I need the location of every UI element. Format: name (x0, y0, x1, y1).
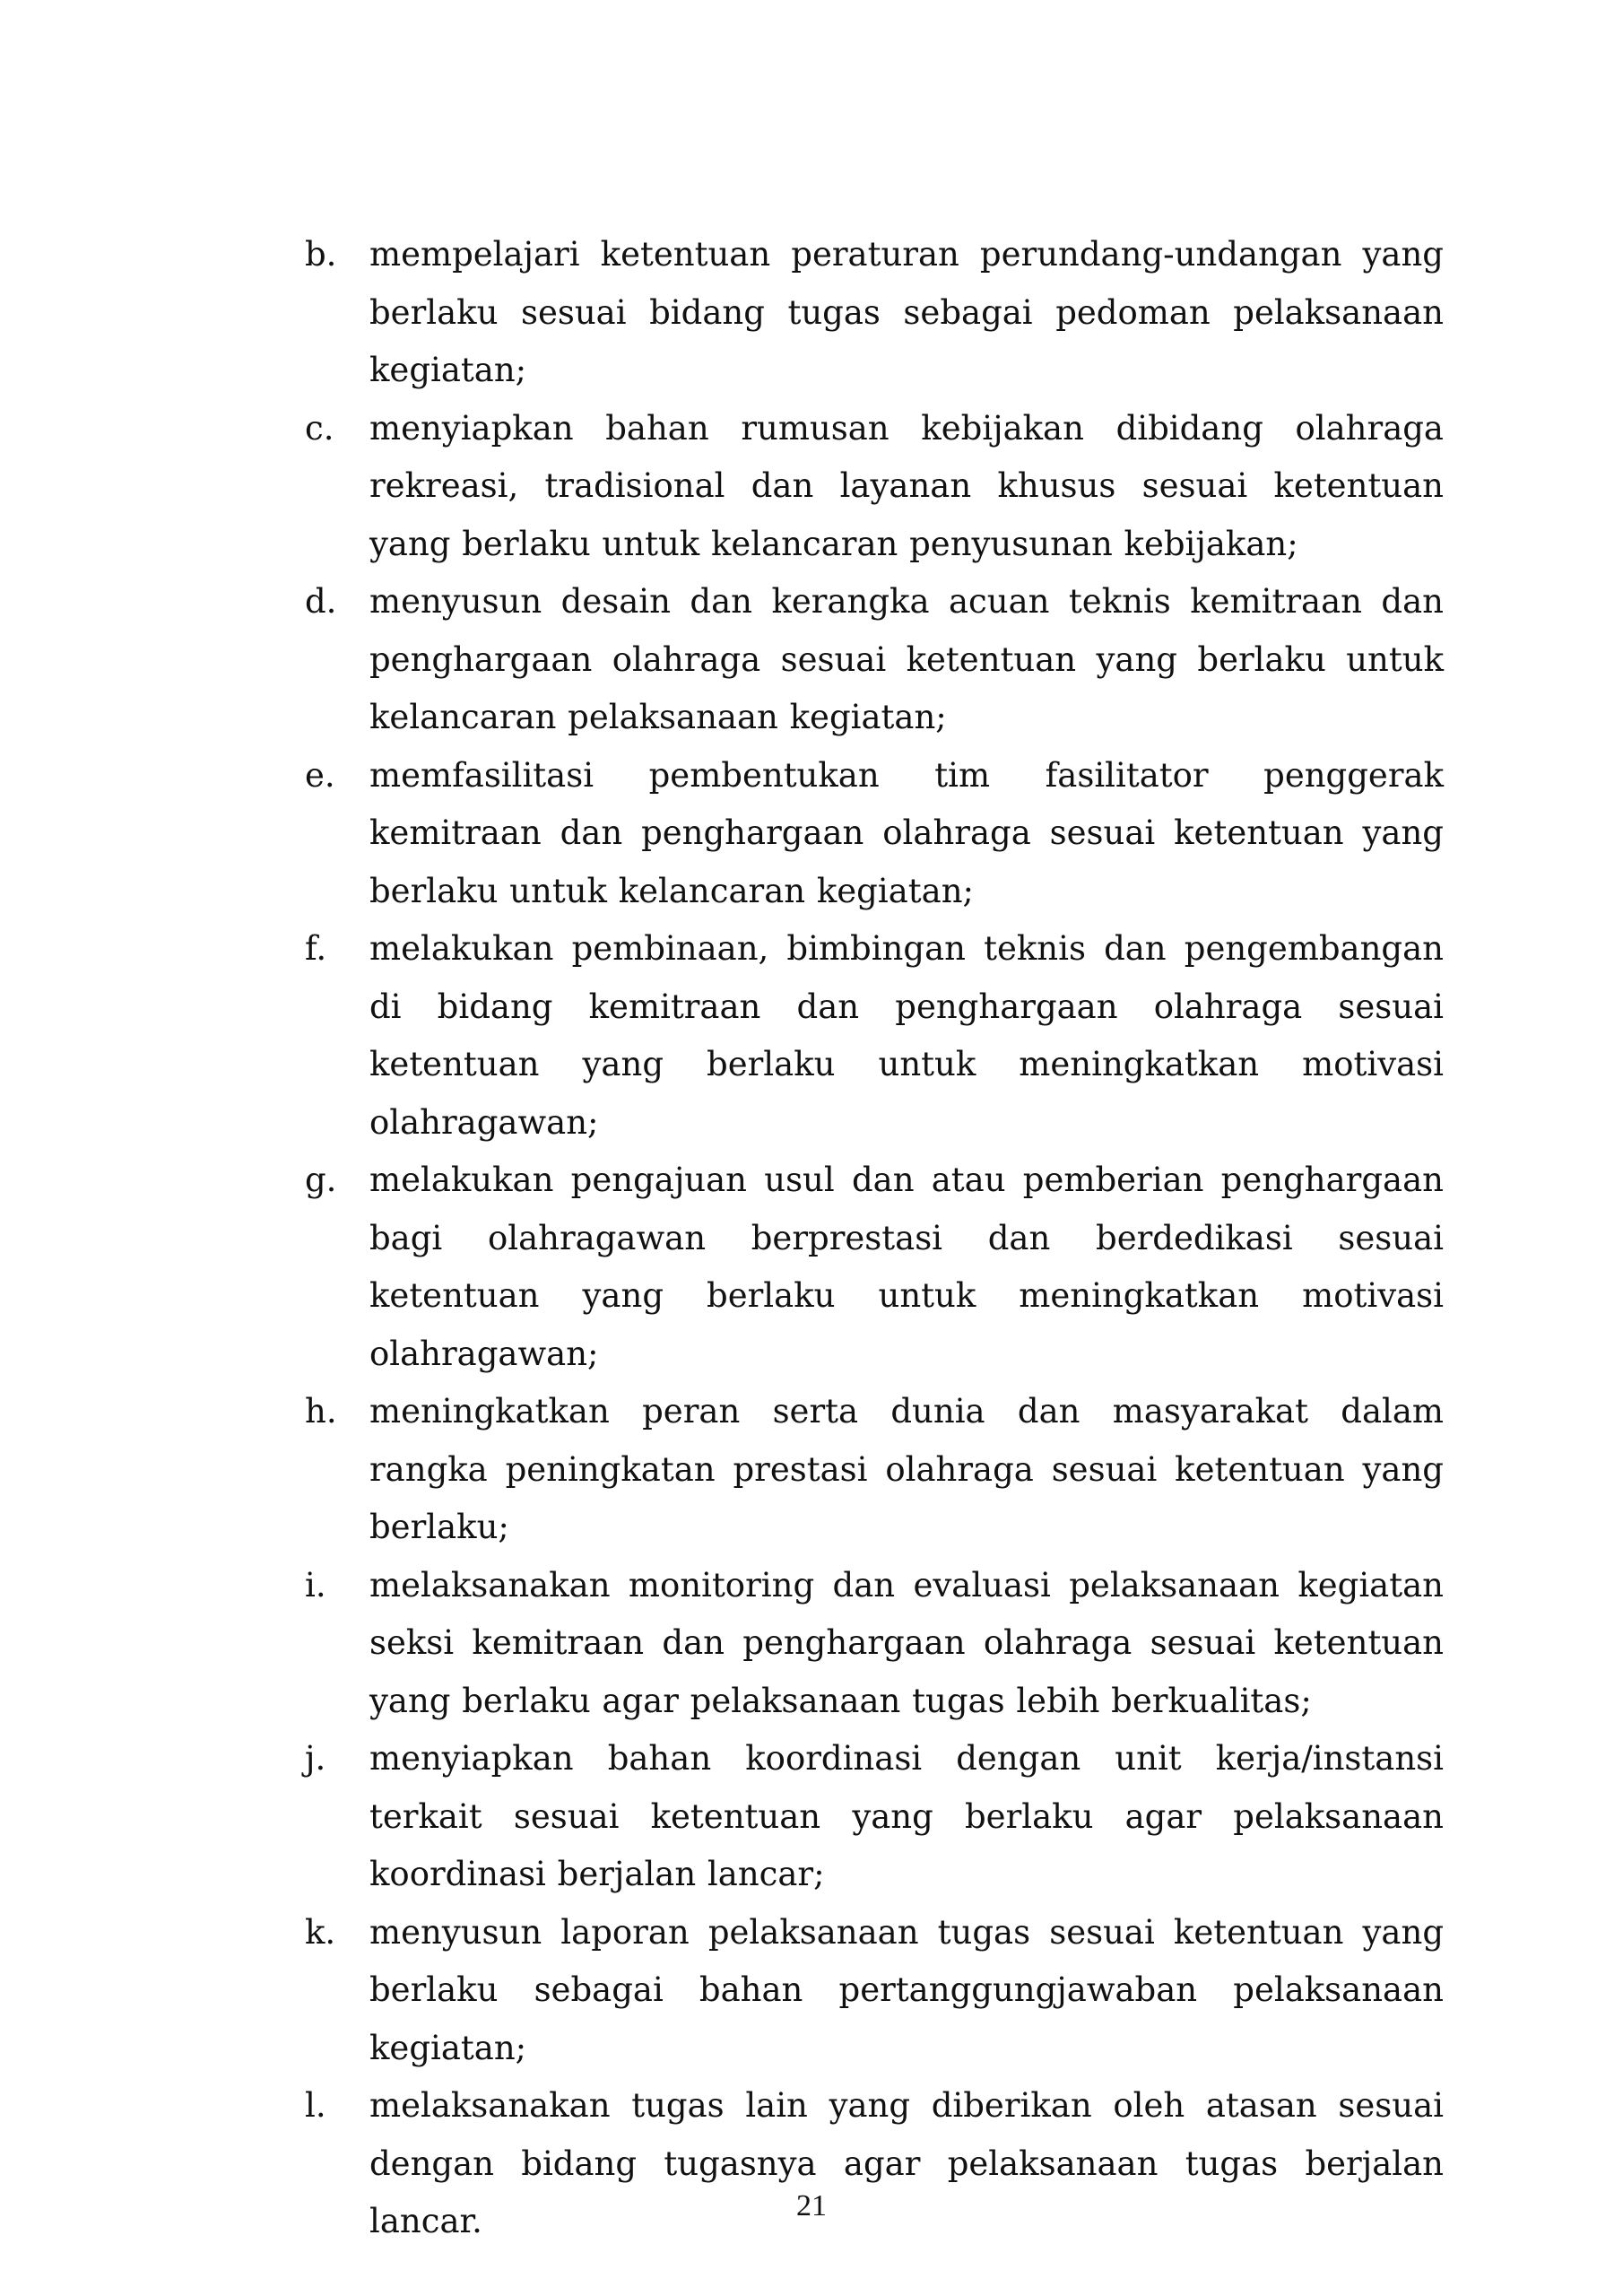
list-item (305, 226, 1444, 400)
list-item (305, 1904, 1444, 2078)
list-marker: b. (305, 235, 337, 274)
list-marker: g. (305, 1161, 337, 1199)
list-item-text: mempelajari ketentuan peraturan perundang-undangan yang berlaku sesuai bidang tugas sebagai pedoman pelaksanaan kegiatan; (369, 235, 1444, 389)
list-marker: i. (305, 1565, 326, 1605)
list-item-text: melakukan pembinaan, bimbingan teknis dan pengembangan di bidang kemitraan dan penghargaan olahraga sesuai ketentuan yang berlaku untuk meningkatkan motivasi olahragawan; (369, 929, 1444, 1142)
list-item (305, 1152, 1444, 1383)
page-number: 21 (796, 2189, 827, 2222)
list-item-text: meningkatkan peran serta dunia dan masyarakat dalam rangka peningkatan prestasi olahraga sesuai ketentuan yang berlaku; (369, 1392, 1444, 1546)
list-item-text: menyiapkan bahan rumusan kebijakan dibidang olahraga rekreasi, tradisional dan layanan khusus sesuai ketentuan yang berlaku untuk kelancaran penyusunan kebijakan; (369, 408, 1444, 563)
duty-list (305, 226, 1444, 2251)
list-marker: c. (305, 408, 334, 448)
list-item-text: melaksanakan monitoring dan evaluasi pelaksanaan kegiatan seksi kemitraan dan penghargaan olahraga sesuai ketentuan yang berlaku agar pelaksanaan tugas lebih berkualitas; (369, 1565, 1444, 1720)
list-item-text: memfasilitasi pembentukan tim fasilitator penggerak kemitraan dan penghargaan olahraga sesuai ketentuan yang berlaku untuk kelancaran kegiatan; (369, 755, 1444, 910)
list-marker: h. (305, 1392, 337, 1431)
list-marker: e. (305, 755, 335, 795)
list-item (305, 573, 1444, 747)
list-item-text: menyusun desain dan kerangka acuan teknis kemitraan dan penghargaan olahraga sesuai ketentuan yang berlaku untuk kelancaran pelaksanaan kegiatan; (369, 582, 1444, 736)
list-marker: l. (305, 2086, 326, 2125)
list-item (305, 1730, 1444, 1904)
list-item (305, 920, 1444, 1152)
list-item-text: menyiapkan bahan koordinasi dengan unit kerja/instansi terkait sesuai ketentuan yang berlaku agar pelaksanaan koordinasi berjalan lancar; (369, 1739, 1444, 1893)
list-item (305, 1557, 1444, 1731)
list-marker: f. (305, 929, 327, 968)
list-item (305, 400, 1444, 574)
list-marker: d. (305, 582, 337, 621)
list-item-text: melaksanakan tugas lain yang diberikan oleh atasan sesuai dengan bidang tugasnya agar pelaksanaan tugas berjalan lancar. (369, 2086, 1444, 2240)
list-marker: k. (305, 1912, 336, 1952)
list-item-text: menyusun laporan pelaksanaan tugas sesuai ketentuan yang berlaku sebagai bahan pertanggungjawaban pelaksanaan kegiatan; (369, 1912, 1444, 2067)
list-item (305, 2077, 1444, 2251)
list-item (305, 747, 1444, 921)
list-item-text: melakukan pengajuan usul dan atau pemberian penghargaan bagi olahragawan berprestasi dan berdedikasi sesuai ketentuan yang berlaku untuk meningkatkan motivasi olahragawan; (369, 1161, 1444, 1373)
list-item (305, 1383, 1444, 1557)
list-marker: j. (305, 1739, 326, 1778)
